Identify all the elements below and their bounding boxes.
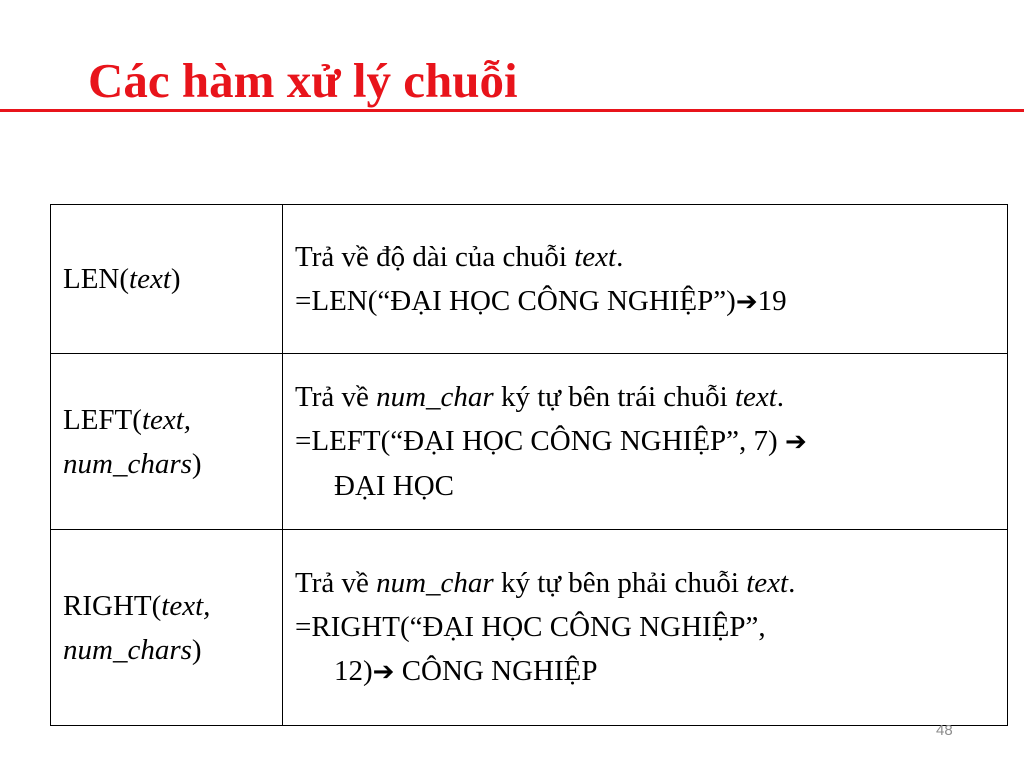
description-text: . [788, 567, 796, 599]
description-text: . [616, 240, 624, 273]
function-close: ) [191, 633, 202, 666]
table-row [51, 354, 1008, 530]
example-formula: =RIGHT(“ĐẠI HỌC CÔNG NGHIỆP”, [295, 611, 766, 643]
description-cell-left [283, 354, 1008, 530]
example-line [295, 649, 995, 694]
function-cell-left [51, 354, 283, 530]
function-arg: text [129, 263, 171, 295]
function-close: ) [191, 447, 202, 480]
function-signature-line [63, 584, 270, 628]
function-cell-right [51, 530, 283, 726]
example-formula: =LEFT(“ĐẠI HỌC CÔNG NGHIỆP”, 7) [295, 425, 785, 457]
description-text: ký tự bên phải chuỗi [493, 567, 747, 599]
function-arg: num_chars [63, 447, 192, 480]
description-text: Trả về [295, 381, 377, 413]
arrow-right-icon: ➔ [735, 286, 758, 317]
description-line [295, 561, 995, 605]
example-formula: =LEN(“ĐẠI HỌC CÔNG NGHIỆP”) [295, 284, 736, 317]
function-signature-line [63, 442, 270, 486]
function-signature-line [63, 398, 270, 442]
table-row [51, 205, 1008, 354]
description-italic: num_char [376, 381, 494, 413]
description-italic: text [574, 240, 617, 273]
description-line [295, 235, 995, 279]
description-text: Trả về [295, 567, 377, 599]
description-italic: text [734, 381, 777, 413]
function-close: ) [170, 263, 181, 295]
slide-title: Các hàm xử lý chuỗi [88, 53, 518, 108]
example-result: 19 [757, 284, 787, 317]
function-name: RIGHT( [63, 589, 162, 622]
function-arg: text, [141, 403, 192, 436]
description-italic: num_char [376, 567, 494, 599]
description-text: . [776, 381, 785, 413]
description-cell-len [283, 205, 1008, 354]
function-cell-len [51, 205, 283, 354]
example-line [295, 279, 995, 324]
arrow-right-icon: ➔ [784, 427, 807, 457]
example-line [295, 605, 995, 649]
title-underline [0, 109, 1024, 112]
table-row [51, 530, 1008, 726]
example-result: CÔNG NGHIỆP [394, 655, 598, 687]
slide-number: 48 [936, 722, 953, 739]
description-text: ký tự bên trái chuỗi [493, 381, 735, 413]
description-text: Trả về độ dài của chuỗi [295, 240, 575, 273]
arrow-right-icon: ➔ [372, 657, 395, 687]
function-signature-line [63, 628, 270, 672]
function-table [50, 204, 1008, 726]
description-cell-right [283, 530, 1008, 726]
description-line [295, 375, 995, 419]
example-line [295, 464, 995, 508]
example-result: ĐẠI HỌC [334, 470, 455, 502]
function-name: LEFT( [63, 403, 142, 436]
example-formula: 12) [334, 655, 373, 687]
function-arg: text, [161, 589, 211, 622]
function-name: LEN( [63, 263, 130, 295]
description-italic: text [746, 567, 789, 599]
example-line [295, 419, 995, 464]
function-arg: num_chars [63, 633, 192, 666]
